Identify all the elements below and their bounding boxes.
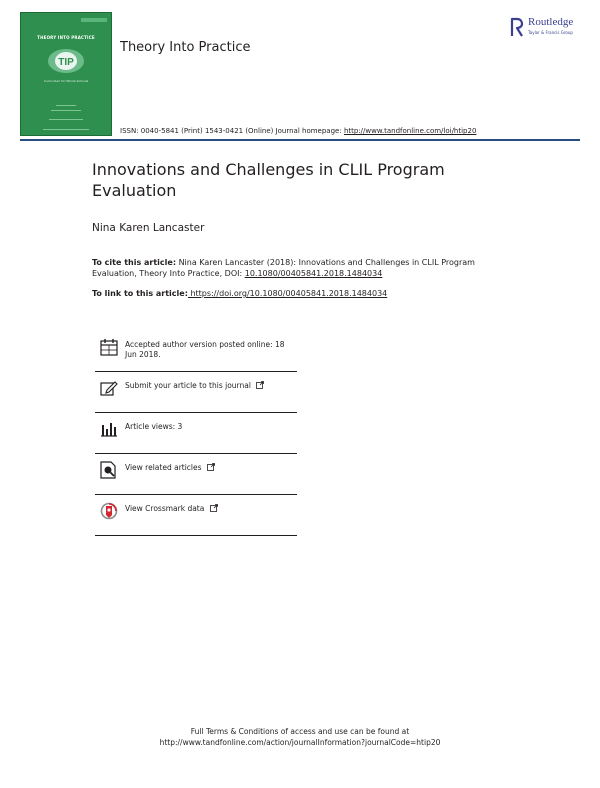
article-link-block: [92, 288, 512, 299]
related-articles-link[interactable]: [125, 463, 295, 473]
citation-text: Nina Karen Lancaster (2018): Innovations and Challenges in CLIL Program Evaluation, Theory Into Practice, DOI:: [92, 258, 475, 278]
terms-footer: [100, 726, 500, 748]
doi-link[interactable]: 10.1080/00405841.2018.1484034: [244, 269, 383, 278]
routledge-logo[interactable]: [510, 16, 590, 40]
external-link-icon: [207, 463, 215, 471]
cover-tag: [81, 18, 107, 22]
cover-line: [49, 119, 83, 120]
routledge-r-icon: [510, 17, 524, 37]
article-views-label: Article views: 3: [125, 422, 183, 431]
list-item-crossmark[interactable]: [95, 495, 297, 536]
article-info-list: [95, 331, 297, 536]
crossmark-label: View Crossmark data: [125, 504, 205, 513]
journal-cover-thumbnail: [20, 12, 112, 136]
publisher-name: Routledge: [528, 16, 574, 28]
related-articles-label: View related articles: [125, 463, 202, 472]
submit-article-label: Submit your article to this journal: [125, 381, 251, 390]
crossmark-link[interactable]: [125, 504, 295, 514]
article-author: Nina Karen Lancaster: [92, 222, 205, 234]
external-link-icon: [210, 504, 218, 512]
search-document-icon: [100, 461, 118, 479]
publisher-tagline: Taylor & Francis Group: [528, 30, 573, 35]
journal-homepage-link[interactable]: http://www.tandfonline.com/loi/htip20: [343, 127, 477, 135]
list-item-submit[interactable]: [95, 372, 297, 413]
submit-article-link[interactable]: [125, 381, 295, 391]
issn-line: [120, 127, 476, 135]
issn-text: ISSN: 0040-5841 (Print) 1543-0421 (Online) Journal homepage:: [120, 127, 344, 135]
external-link-icon: [256, 381, 264, 389]
citation-block: [92, 257, 512, 279]
cover-line: [56, 105, 76, 106]
edit-icon: [100, 379, 118, 397]
cover-title: THEORY INTO PRACTICE: [37, 35, 95, 40]
list-item-views: [95, 413, 297, 454]
bar-chart-icon: [100, 420, 118, 438]
list-item-accepted: [95, 331, 297, 372]
link-label: To link to this article:: [92, 289, 188, 298]
calendar-icon: [100, 338, 118, 356]
crossmark-icon: [100, 502, 118, 520]
terms-link[interactable]: http://www.tandfonline.com/action/journalInformation?journalCode=htip20: [159, 738, 441, 747]
cover-subtitle: Curriculum for Whole Schools: [43, 79, 89, 83]
citation-label: To cite this article:: [92, 258, 177, 267]
article-title: Innovations and Challenges in CLIL Program Evaluation: [92, 160, 445, 200]
list-item-related[interactable]: [95, 454, 297, 495]
cover-line: [51, 110, 81, 111]
cover-logo-text: TIP: [58, 57, 74, 68]
journal-title: Theory Into Practice: [120, 40, 251, 55]
cover-line: [43, 129, 89, 130]
cover-logo-icon: [46, 47, 86, 75]
terms-text: Full Terms & Conditions of access and use can be found at: [190, 727, 410, 736]
accepted-date-label: Accepted author version posted online: 18 Jun 2018.: [125, 340, 285, 359]
header-rule: [20, 139, 580, 141]
article-link[interactable]: https://doi.org/10.1080/00405841.2018.1484034: [187, 289, 388, 298]
